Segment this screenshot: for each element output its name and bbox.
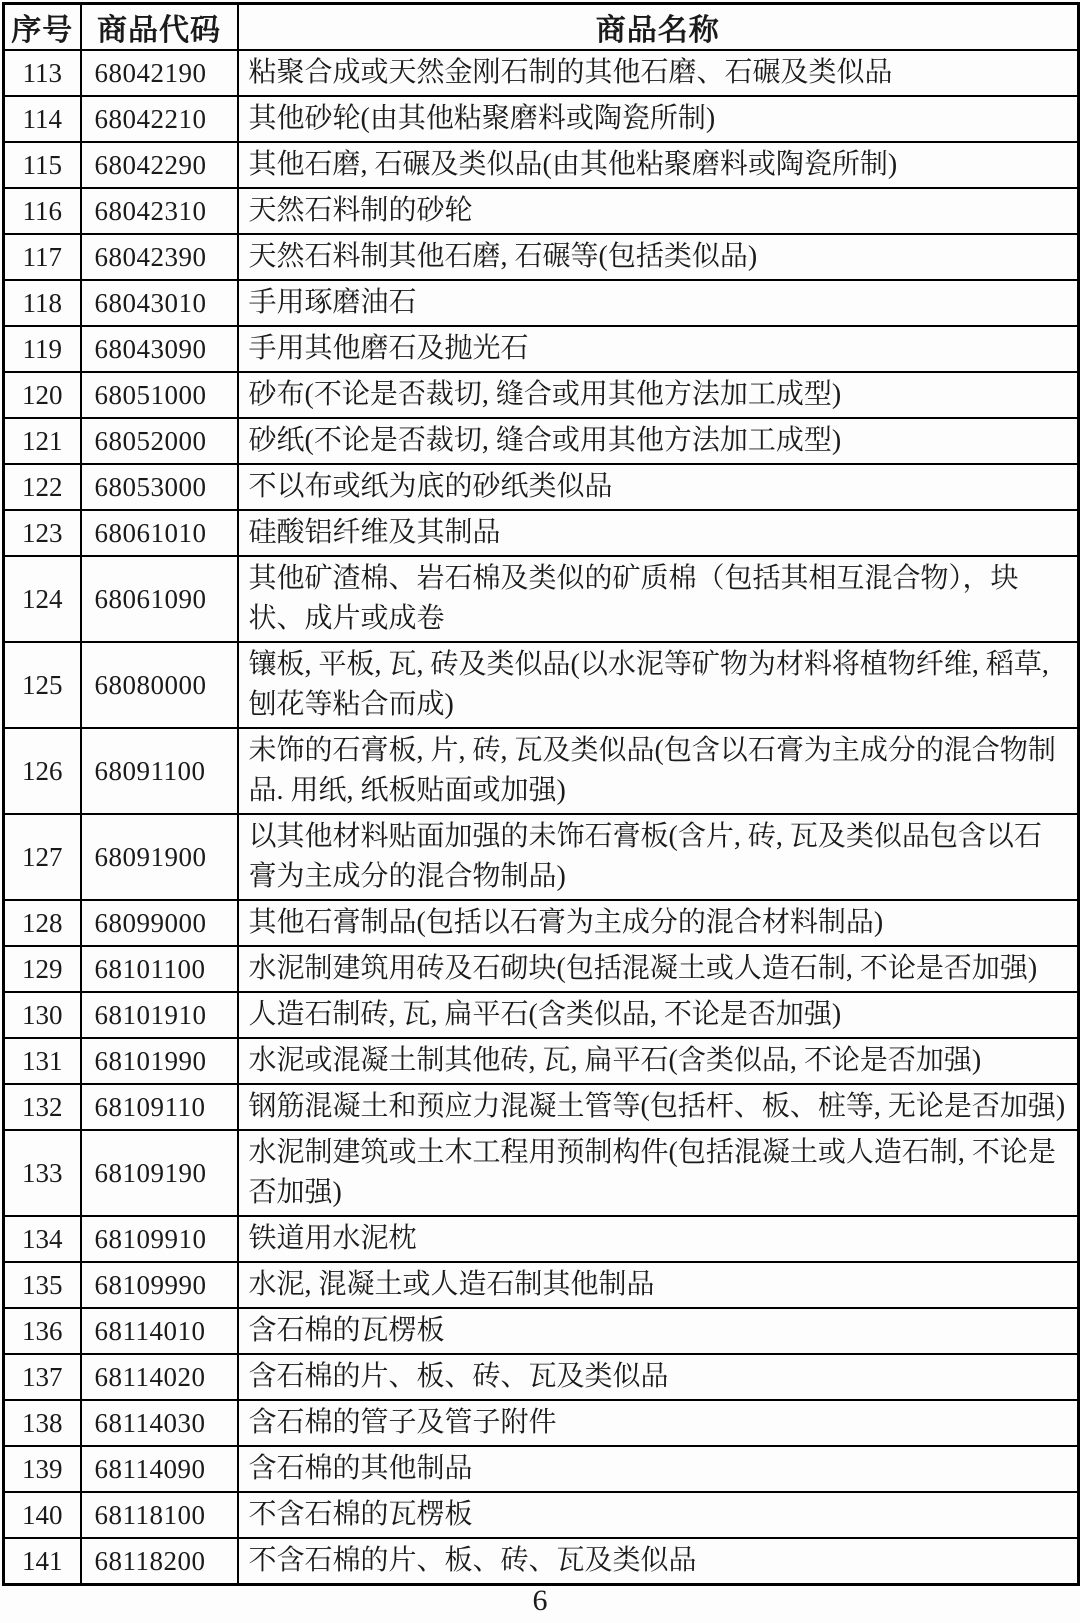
column-header-code: 商品代码	[81, 4, 238, 51]
table-row	[4, 1216, 1079, 1262]
row-seq-cell: 125	[4, 642, 81, 728]
row-name-cell: 水泥制建筑或土木工程用预制构件(包括混凝土或人造石制, 不论是否加强)	[238, 1130, 1079, 1216]
row-name-cell: 含石棉的其他制品	[238, 1446, 1079, 1492]
table-row	[4, 1084, 1079, 1130]
row-name-cell: 砂布(不论是否裁切, 缝合或用其他方法加工成型)	[238, 372, 1079, 418]
row-code-cell: 68042390	[81, 234, 238, 280]
row-code-cell: 68053000	[81, 464, 238, 510]
row-seq-cell: 118	[4, 280, 81, 326]
row-code-cell: 68118200	[81, 1538, 238, 1585]
row-seq-cell: 114	[4, 96, 81, 142]
table-row	[4, 946, 1079, 992]
row-seq-cell: 141	[4, 1538, 81, 1585]
row-seq-cell: 113	[4, 50, 81, 96]
row-name-cell: 其他石磨, 石碾及类似品(由其他粘聚磨料或陶瓷所制)	[238, 142, 1079, 188]
row-code-cell: 68101100	[81, 946, 238, 992]
table-row	[4, 50, 1079, 96]
table-row	[4, 326, 1079, 372]
row-name-cell: 铁道用水泥枕	[238, 1216, 1079, 1262]
row-seq-cell: 119	[4, 326, 81, 372]
commodity-table	[2, 2, 1080, 1586]
table-row	[4, 814, 1079, 900]
row-name-cell: 水泥或混凝土制其他砖, 瓦, 扁平石(含类似品, 不论是否加强)	[238, 1038, 1079, 1084]
row-name-cell: 硅酸铝纤维及其制品	[238, 510, 1079, 556]
table-row	[4, 418, 1079, 464]
row-name-cell: 人造石制砖, 瓦, 扁平石(含类似品, 不论是否加强)	[238, 992, 1079, 1038]
table-row	[4, 1354, 1079, 1400]
row-seq-cell: 123	[4, 510, 81, 556]
table-row	[4, 1262, 1079, 1308]
row-code-cell: 68091100	[81, 728, 238, 814]
row-name-cell: 手用琢磨油石	[238, 280, 1079, 326]
table-row	[4, 728, 1079, 814]
row-code-cell: 68101910	[81, 992, 238, 1038]
row-seq-cell: 115	[4, 142, 81, 188]
table-row	[4, 510, 1079, 556]
row-name-cell: 含石棉的瓦楞板	[238, 1308, 1079, 1354]
row-seq-cell: 135	[4, 1262, 81, 1308]
row-seq-cell: 127	[4, 814, 81, 900]
row-seq-cell: 131	[4, 1038, 81, 1084]
row-name-cell: 钢筋混凝土和预应力混凝土管等(包括杆、板、桩等, 无论是否加强)	[238, 1084, 1079, 1130]
row-name-cell: 粘聚合成或天然金刚石制的其他石磨、石碾及类似品	[238, 50, 1079, 96]
row-code-cell: 68051000	[81, 372, 238, 418]
row-name-cell: 水泥制建筑用砖及石砌块(包括混凝土或人造石制, 不论是否加强)	[238, 946, 1079, 992]
row-code-cell: 68114030	[81, 1400, 238, 1446]
row-seq-cell: 122	[4, 464, 81, 510]
table-row	[4, 188, 1079, 234]
row-code-cell: 68114090	[81, 1446, 238, 1492]
row-seq-cell: 136	[4, 1308, 81, 1354]
row-code-cell: 68114020	[81, 1354, 238, 1400]
table-row	[4, 1130, 1079, 1216]
row-code-cell: 68042190	[81, 50, 238, 96]
table-body	[4, 50, 1079, 1585]
table-row	[4, 280, 1079, 326]
row-code-cell: 68109110	[81, 1084, 238, 1130]
row-name-cell: 水泥, 混凝土或人造石制其他制品	[238, 1262, 1079, 1308]
table-row	[4, 1400, 1079, 1446]
table-row	[4, 642, 1079, 728]
row-name-cell: 天然石料制的砂轮	[238, 188, 1079, 234]
row-name-cell: 含石棉的片、板、砖、瓦及类似品	[238, 1354, 1079, 1400]
row-seq-cell: 133	[4, 1130, 81, 1216]
row-code-cell: 68052000	[81, 418, 238, 464]
row-seq-cell: 134	[4, 1216, 81, 1262]
table-row	[4, 464, 1079, 510]
row-name-cell: 砂纸(不论是否裁切, 缝合或用其他方法加工成型)	[238, 418, 1079, 464]
row-code-cell: 68109910	[81, 1216, 238, 1262]
row-code-cell: 68042290	[81, 142, 238, 188]
row-seq-cell: 140	[4, 1492, 81, 1538]
column-header-name: 商品名称	[238, 4, 1079, 51]
row-code-cell: 68109990	[81, 1262, 238, 1308]
column-header-seq: 序号	[4, 4, 81, 51]
row-name-cell: 其他砂轮(由其他粘聚磨料或陶瓷所制)	[238, 96, 1079, 142]
row-code-cell: 68061090	[81, 556, 238, 642]
row-seq-cell: 121	[4, 418, 81, 464]
row-code-cell: 68101990	[81, 1038, 238, 1084]
table-row	[4, 1446, 1079, 1492]
row-name-cell: 以其他材料贴面加强的未饰石膏板(含片, 砖, 瓦及类似品包含以石膏为主成分的混合物制品)	[238, 814, 1079, 900]
row-name-cell: 未饰的石膏板, 片, 砖, 瓦及类似品(包含以石膏为主成分的混合物制品. 用纸, 纸板贴面或加强)	[238, 728, 1079, 814]
row-seq-cell: 126	[4, 728, 81, 814]
table-row	[4, 900, 1079, 946]
table-row	[4, 142, 1079, 188]
table-row	[4, 992, 1079, 1038]
row-code-cell: 68043010	[81, 280, 238, 326]
row-seq-cell: 129	[4, 946, 81, 992]
row-code-cell: 68109190	[81, 1130, 238, 1216]
row-name-cell: 含石棉的管子及管子附件	[238, 1400, 1079, 1446]
table-header-row	[4, 4, 1079, 51]
table-row	[4, 234, 1079, 280]
row-seq-cell: 120	[4, 372, 81, 418]
table-row	[4, 1308, 1079, 1354]
row-code-cell: 68099000	[81, 900, 238, 946]
row-code-cell: 68042310	[81, 188, 238, 234]
row-code-cell: 68061010	[81, 510, 238, 556]
row-seq-cell: 139	[4, 1446, 81, 1492]
page-number: 6	[532, 1584, 548, 1617]
table-row	[4, 1492, 1079, 1538]
row-seq-cell: 116	[4, 188, 81, 234]
row-code-cell: 68091900	[81, 814, 238, 900]
row-code-cell: 68080000	[81, 642, 238, 728]
row-code-cell: 68114010	[81, 1308, 238, 1354]
table-row	[4, 1038, 1079, 1084]
row-seq-cell: 124	[4, 556, 81, 642]
row-seq-cell: 132	[4, 1084, 81, 1130]
row-name-cell: 手用其他磨石及抛光石	[238, 326, 1079, 372]
row-name-cell: 其他矿渣棉、岩石棉及类似的矿质棉（包括其相互混合物），块状、成片或成卷	[238, 556, 1079, 642]
row-seq-cell: 130	[4, 992, 81, 1038]
table-row	[4, 372, 1079, 418]
row-name-cell: 其他石膏制品(包括以石膏为主成分的混合材料制品)	[238, 900, 1079, 946]
row-seq-cell: 137	[4, 1354, 81, 1400]
row-name-cell: 不以布或纸为底的砂纸类似品	[238, 464, 1079, 510]
row-seq-cell: 128	[4, 900, 81, 946]
row-name-cell: 镶板, 平板, 瓦, 砖及类似品(以水泥等矿物为材料将植物纤维, 稻草, 刨花等粘合而成)	[238, 642, 1079, 728]
row-name-cell: 天然石料制其他石磨, 石碾等(包括类似品)	[238, 234, 1079, 280]
row-code-cell: 68043090	[81, 326, 238, 372]
row-seq-cell: 138	[4, 1400, 81, 1446]
table-row	[4, 556, 1079, 642]
row-seq-cell: 117	[4, 234, 81, 280]
row-code-cell: 68118100	[81, 1492, 238, 1538]
row-name-cell: 不含石棉的瓦楞板	[238, 1492, 1079, 1538]
table-row	[4, 96, 1079, 142]
table-row	[4, 1538, 1079, 1585]
row-code-cell: 68042210	[81, 96, 238, 142]
row-name-cell: 不含石棉的片、板、砖、瓦及类似品	[238, 1538, 1079, 1585]
